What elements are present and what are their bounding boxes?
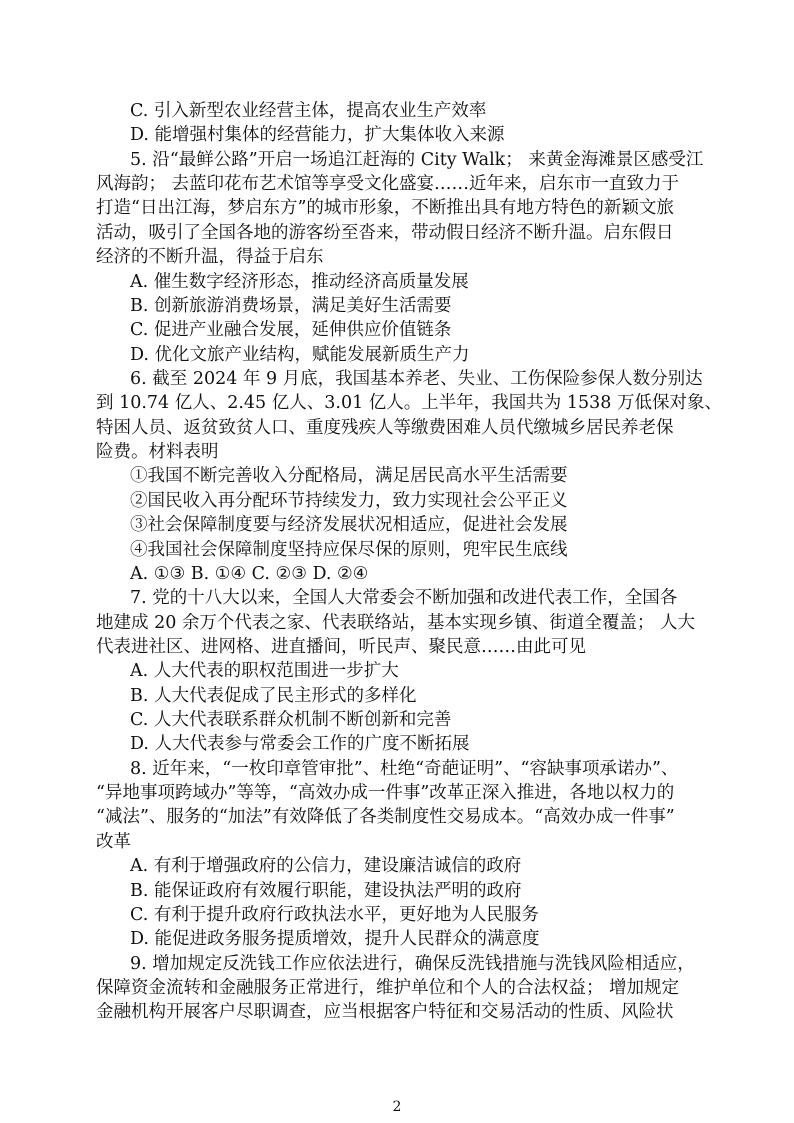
text-line: B. 人大代表促成了民主形式的多样化 [130, 685, 417, 706]
text-line: D. 优化文旅产业结构，赋能发展新质生产力 [130, 344, 470, 365]
text-line: B. 能保证政府有效履行职能，建设执法严明的政府 [130, 880, 522, 901]
text-line: 保障资金流转和金融服务正常进行，维护单位和个人的合法权益； 增加规定 [96, 978, 680, 998]
text-line: A. 催生数字经济形态，推动经济高质量发展 [130, 271, 469, 292]
text-line: 6. 截至 2024 年 9 月底，我国基本养老、失业、工伤保险参保人数分别达 [130, 369, 703, 389]
text-line: 5. 沿“最鲜公路”开启一场追江赶海的 City Walk； 来黄金海滩景区感受江 [130, 149, 704, 170]
text-line: C. 引入新型农业经营主体，提高农业生产效率 [130, 101, 487, 121]
text-line: 7. 党的十八大以来，全国人大常委会不断加强和改进代表工作，全国各 [130, 588, 678, 609]
text-line: D. 能增强村集体的经营能力，扩大集体收入来源 [130, 125, 505, 146]
text-line: 改革 [96, 831, 131, 852]
text-line: 打造“日出江海，梦启东方”的城市形象，不断推出具有地方特色的新颖文旅 [96, 198, 674, 219]
text-line: D. 人大代表参与常委会工作的广度不断拓展 [130, 734, 470, 755]
text-line: 8. 近年来，“一枚印章管审批”、杜绝“奇葩证明”、“容缺事项承诺办”、 [130, 758, 679, 779]
text-line: “异地事项跨域办”等等，“高效办成一件事”改革正深入推进，各地以权力的 [96, 783, 675, 804]
text-line: “减法”、服务的“加法”有效降低了各类制度性交易成本。“高效办成一件事” [96, 807, 675, 828]
text-line: 地建成 20 余万个代表之家、代表联络站，基本实现乡镇、街道全覆盖； 人大 [96, 612, 695, 633]
text-line: A. 有利于增强政府的公信力，建设廉洁诚信的政府 [130, 856, 522, 877]
text-line: ①我国不断完善收入分配格局，满足居民高水平生活需要 [130, 466, 568, 487]
text-line: A. 人大代表的职权范围进一步扩大 [130, 661, 399, 682]
text-line: C. 有利于提升政府行政执法水平，更好地为人民服务 [130, 904, 539, 925]
text-line: C. 人大代表联系群众机制不断创新和完善 [130, 710, 452, 730]
text-line: C. 促进产业融合发展，延伸供应价值链条 [130, 320, 452, 341]
text-line: 代表进社区、进网格、进直播间，听民声、聚民意……由此可见 [96, 636, 586, 657]
text-line: D. 能促进政务服务提质增效，提升人民群众的满意度 [130, 929, 540, 950]
text-line: 经济的不断升温，得益于启东 [96, 247, 324, 268]
text-line: ②国民收入再分配环节持续发力，致力实现社会公平正义 [130, 490, 568, 511]
text-line: 特困人员、返贫致贫人口、重度残疾人等缴费困难人员代缴城乡居民养老保 [96, 417, 674, 438]
text-line: A. ①③ B. ①④ C. ②③ D. ②④ [130, 563, 369, 584]
text-line: 险费。材料表明 [96, 442, 219, 462]
text-line: B. 创新旅游消费场景，满足美好生活需要 [130, 295, 452, 316]
text-line: 9. 增加规定反洗钱工作应依法进行，确保反洗钱措施与洗钱风险相适应， [130, 953, 695, 974]
text-line: 金融机构开展客户尽职调查，应当根据客户特征和交易活动的性质、风险状 [96, 1002, 674, 1023]
text-line: ④我国社会保障制度坚持应保尽保的原则，兜牢民生底线 [130, 539, 568, 560]
text-line: 风海韵； 去蓝印花布艺术馆等享受文化盛宴……近年来，启东市一直致力于 [96, 174, 680, 195]
text-line: 活动，吸引了全国各地的游客纷至沓来，带动假日经济不断升温。启东假日 [96, 222, 674, 243]
page-number: 2 [392, 1099, 402, 1115]
text-line: 到 10.74 亿人、2.45 亿人、3.01 亿人。上半年，我国共为 1538 万低保对象、 [96, 393, 722, 414]
text-line: ③社会保障制度要与经济发展状况相适应，促进社会发展 [130, 515, 568, 536]
